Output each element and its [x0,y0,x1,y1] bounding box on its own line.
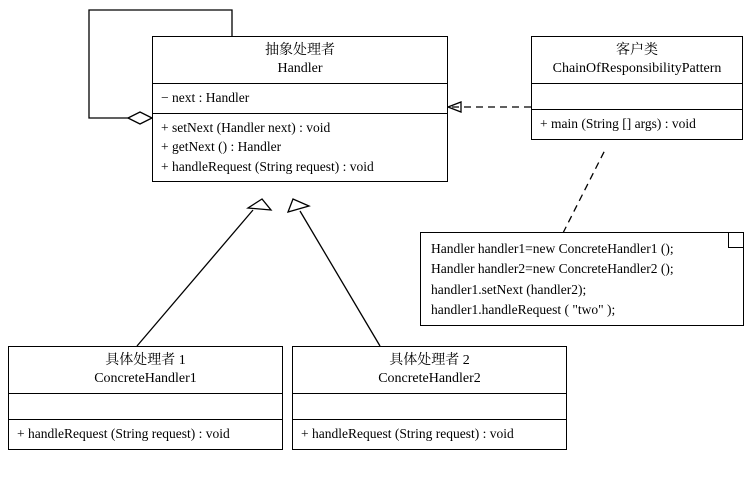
generalization-arrowhead-concrete2 [288,199,309,212]
class-attributes-client [532,83,742,109]
class-attributes-concrete-handler-1 [9,393,282,419]
generalization-line-concrete1 [137,210,253,346]
operation-row: + main (String [] args) : void [540,116,696,131]
operation-row: + setNext (Handler next) : void [161,119,331,135]
class-operations-concrete-handler-1 [9,419,282,449]
note-line: handler1.handleRequest ( "two" ); [431,301,616,317]
class-name-en-handler: Handler [277,60,323,76]
operation-row: + handleRequest (String request) : void [161,158,374,174]
class-name-cn-concrete-handler-1: 具体处理者 1 [105,353,186,368]
class-name-cn-client: 客户类 [616,43,658,58]
note-line: Handler handler1=new ConcreteHandler1 (); [431,241,674,256]
class-operations-concrete-handler-2 [293,419,566,449]
class-name-en-concrete-handler-1: ConcreteHandler1 [94,370,197,386]
operation-row: + handleRequest (String request) : void [17,426,230,441]
note-anchor-line [563,148,606,233]
class-name-cn-concrete-handler-2: 具体处理者 2 [389,353,470,368]
class-operations-handler [153,113,447,182]
note-fold-corner [728,233,743,248]
class-name-cn-handler: 抽象处理者 [265,43,335,58]
class-box-concrete-handler-2[interactable] [292,346,567,450]
class-attributes-concrete-handler-2 [293,393,566,419]
class-title-client [532,37,742,83]
code-note [420,232,744,326]
generalization-arrowhead-concrete1 [248,199,271,210]
class-name-en-concrete-handler-2: ConcreteHandler2 [378,370,481,386]
aggregation-diamond [128,112,152,124]
class-box-concrete-handler-1[interactable] [8,346,283,450]
class-operations-client [532,109,742,139]
class-title-handler [153,37,447,83]
note-line: handler1.setNext (handler2); [431,281,587,297]
class-box-client[interactable] [531,36,743,140]
attribute-row: − next : Handler [161,90,250,105]
note-line: Handler handler2=new ConcreteHandler2 (); [431,261,674,277]
dependency-arrowhead [448,102,461,112]
class-attributes-handler [153,83,447,113]
operation-row: + getNext () : Handler [161,139,282,155]
class-title-concrete-handler-2 [293,347,566,393]
class-box-handler[interactable] [152,36,448,182]
class-title-concrete-handler-1 [9,347,282,393]
operation-row: + handleRequest (String request) : void [301,426,514,441]
class-name-en-client: ChainOfResponsibilityPattern [552,60,722,76]
generalization-line-concrete2 [300,211,380,346]
